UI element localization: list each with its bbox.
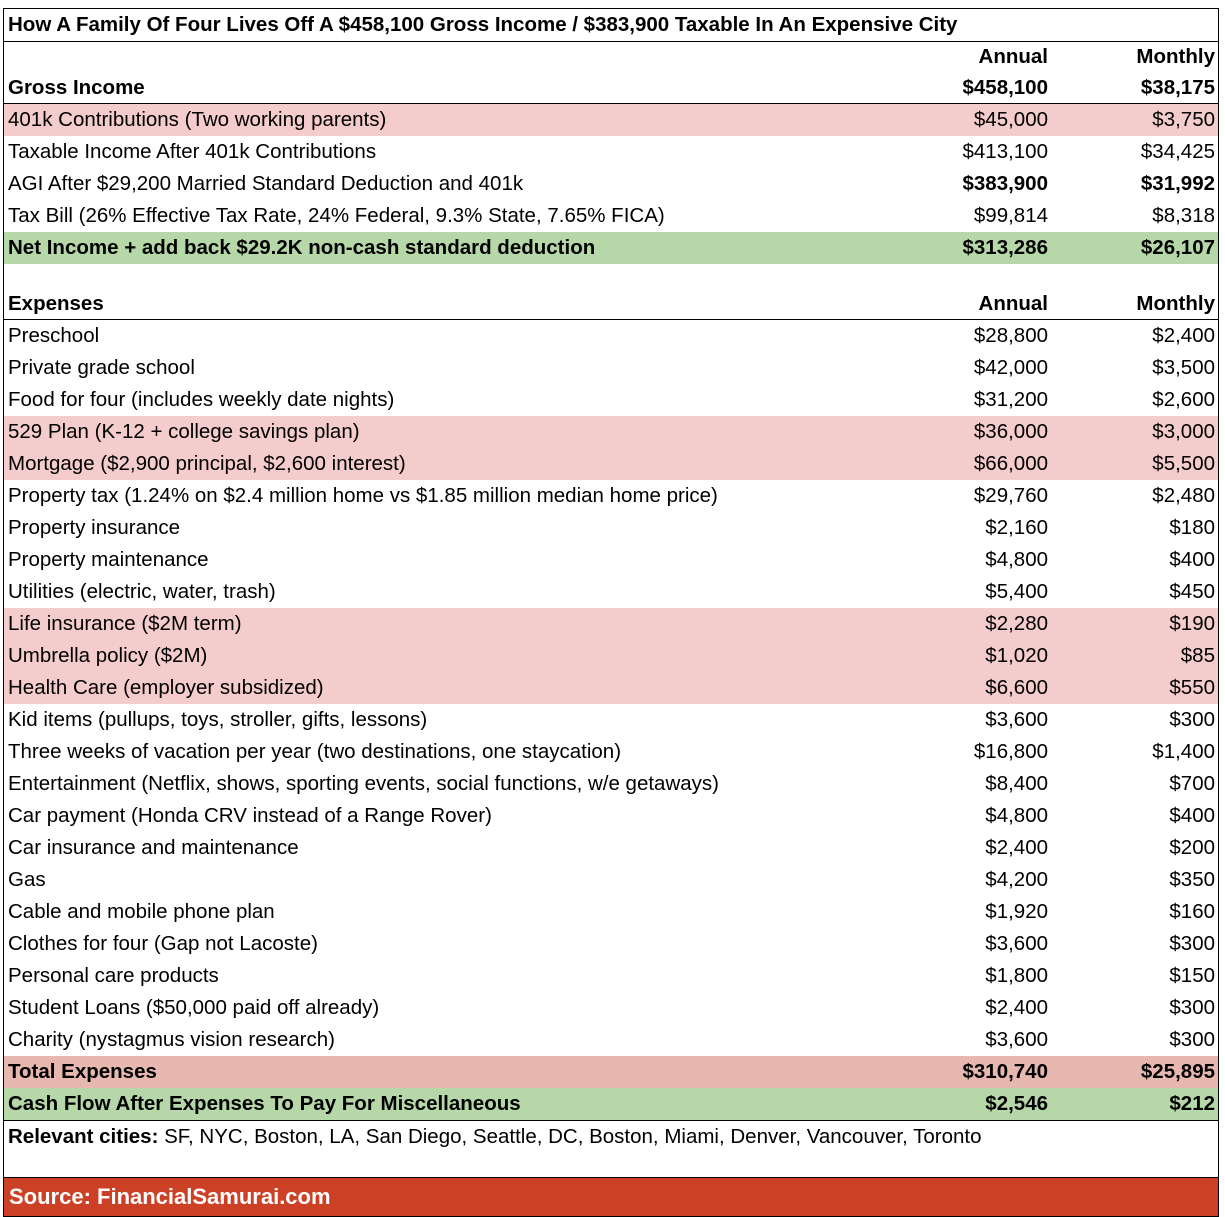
row-annual: $66,000: [973, 452, 1048, 475]
row-monthly: $550: [1169, 676, 1215, 699]
row-monthly: $34,425: [1140, 140, 1215, 163]
row-annual: $4,800: [985, 804, 1048, 827]
row-annual: $3,600: [985, 1028, 1048, 1051]
row-label: Gross Income: [8, 75, 145, 99]
row-label: Tax Bill (26% Effective Tax Rate, 24% Federal, 9.3% State, 7.65% FICA): [8, 204, 665, 227]
row-monthly: $160: [1169, 900, 1215, 923]
row-annual: $1,920: [985, 900, 1048, 923]
row-label: Cash Flow After Expenses To Pay For Miscellaneous: [8, 1092, 521, 1115]
row-annual: $383,900: [962, 172, 1048, 195]
row-label: Life insurance ($2M term): [8, 612, 242, 635]
row-annual: $4,800: [985, 548, 1048, 571]
row-label: Preschool: [8, 324, 100, 347]
row-monthly: $212: [1169, 1092, 1215, 1115]
spacer-row: [4, 264, 1218, 288]
expense-row: [4, 320, 1218, 352]
expense-row: [4, 384, 1218, 416]
income-row: [4, 104, 1218, 136]
row-annual: $2,160: [985, 516, 1048, 539]
expense-row: [4, 512, 1218, 544]
footer-spacer: [4, 1153, 1218, 1178]
row-label: Clothes for four (Gap not Lacoste): [8, 932, 318, 955]
row-label: Car insurance and maintenance: [8, 836, 299, 859]
row-monthly: $3,500: [1152, 356, 1215, 379]
row-label: Net Income + add back $29.2K non-cash standard deduction: [8, 236, 596, 259]
row-label: Umbrella policy ($2M): [8, 644, 208, 667]
row-annual: $99,814: [973, 204, 1048, 227]
income-row: [4, 136, 1218, 168]
row-label: Utilities (electric, water, trash): [8, 580, 276, 603]
row-annual: $36,000: [973, 420, 1048, 443]
row-annual: $2,400: [985, 996, 1048, 1019]
expense-rows: [4, 320, 1218, 1056]
income-row: [4, 200, 1218, 232]
gross-income-row: [4, 72, 1218, 104]
expense-row: [4, 736, 1218, 768]
row-monthly: $3,000: [1152, 420, 1215, 443]
row-monthly: $300: [1169, 708, 1215, 731]
income-monthly-header: Monthly: [1136, 45, 1215, 68]
expense-row: [4, 864, 1218, 896]
row-label: Total Expenses: [8, 1060, 157, 1083]
expense-row: [4, 576, 1218, 608]
row-monthly: $300: [1169, 932, 1215, 955]
row-label: Taxable Income After 401k Contributions: [8, 140, 377, 163]
row-label: Cable and mobile phone plan: [8, 900, 275, 923]
row-label: Food for four (includes weekly date nights): [8, 388, 395, 411]
row-annual: $3,600: [985, 708, 1048, 731]
row-label: Mortgage ($2,900 principal, $2,600 interest): [8, 452, 406, 475]
income-annual-header: Annual: [978, 45, 1048, 68]
relevant-cities-row: [4, 1121, 1218, 1153]
expense-row: [4, 480, 1218, 512]
row-monthly: $38,175: [1140, 75, 1215, 99]
expense-row: [4, 640, 1218, 672]
row-annual: $42,000: [973, 356, 1048, 379]
row-label: Student Loans ($50,000 paid off already): [8, 996, 380, 1019]
row-annual: $8,400: [985, 772, 1048, 795]
row-monthly: $150: [1169, 964, 1215, 987]
expense-row: [4, 992, 1218, 1024]
row-label: Health Care (employer subsidized): [8, 676, 324, 699]
source-bar: [4, 1178, 1218, 1216]
source-text: Source: FinancialSamurai.com: [9, 1184, 331, 1209]
row-label: Car payment (Honda CRV instead of a Range Rover): [8, 804, 492, 827]
row-annual: $313,286: [962, 236, 1048, 259]
row-monthly: $300: [1169, 1028, 1215, 1051]
expenses-header-row: [4, 288, 1218, 320]
row-monthly: $700: [1169, 772, 1215, 795]
row-monthly: $8,318: [1152, 204, 1215, 227]
relevant-cities-prefix: Relevant cities:: [8, 1125, 159, 1148]
row-annual: $2,546: [985, 1092, 1048, 1115]
expense-row: [4, 928, 1218, 960]
relevant-cities-list: SF, NYC, Boston, LA, San Diego, Seattle, DC, Boston, Miami, Denver, Vancouver, Toronto: [158, 1125, 982, 1148]
expense-row: [4, 800, 1218, 832]
expense-row: [4, 672, 1218, 704]
row-label: Private grade school: [8, 356, 195, 379]
row-label: Property insurance: [8, 516, 181, 539]
row-monthly: $200: [1169, 836, 1215, 859]
row-label: AGI After $29,200 Married Standard Deduction and 401k: [8, 172, 524, 195]
row-monthly: $5,500: [1152, 452, 1215, 475]
row-annual: $2,280: [985, 612, 1048, 635]
row-monthly: $3,750: [1152, 108, 1215, 131]
expense-row: [4, 896, 1218, 928]
expense-row: [4, 544, 1218, 576]
total-expenses-row: [4, 1056, 1218, 1088]
expenses-monthly-header: Monthly: [1136, 291, 1215, 315]
row-monthly: $400: [1169, 548, 1215, 571]
row-annual: $5,400: [985, 580, 1048, 603]
row-annual: $458,100: [962, 75, 1048, 99]
income-column-header-row: [4, 42, 1218, 72]
row-label: Gas: [8, 868, 46, 891]
relevant-cities-text: [8, 1121, 981, 1153]
row-monthly: $2,400: [1152, 324, 1215, 347]
table-title: How A Family Of Four Lives Off A $458,100 Gross Income / $383,900 Taxable In An Expensive City: [8, 13, 958, 36]
expense-row: [4, 608, 1218, 640]
row-monthly: $300: [1169, 996, 1215, 1019]
row-annual: $16,800: [973, 740, 1048, 763]
row-monthly: $400: [1169, 804, 1215, 827]
cash-flow-row: [4, 1088, 1218, 1121]
row-annual: $310,740: [962, 1060, 1048, 1083]
expense-row: [4, 704, 1218, 736]
row-monthly: $26,107: [1140, 236, 1215, 259]
row-annual: $28,800: [973, 324, 1048, 347]
row-annual: $29,760: [973, 484, 1048, 507]
row-monthly: $1,400: [1152, 740, 1215, 763]
income-row: [4, 168, 1218, 200]
expense-row: [4, 352, 1218, 384]
row-label: 529 Plan (K-12 + college savings plan): [8, 420, 360, 443]
row-annual: $31,200: [973, 388, 1048, 411]
row-monthly: $2,600: [1152, 388, 1215, 411]
net-income-row: [4, 232, 1218, 264]
row-monthly: $450: [1169, 580, 1215, 603]
row-monthly: $180: [1169, 516, 1215, 539]
row-label: 401k Contributions (Two working parents): [8, 108, 387, 131]
expense-row: [4, 768, 1218, 800]
row-label: Kid items (pullups, toys, stroller, gifts, lessons): [8, 708, 428, 731]
row-annual: $413,100: [962, 140, 1048, 163]
row-annual: $6,600: [985, 676, 1048, 699]
row-annual: $1,020: [985, 644, 1048, 667]
row-label: Property maintenance: [8, 548, 209, 571]
row-label: Personal care products: [8, 964, 219, 987]
budget-table: [3, 8, 1219, 1217]
expenses-annual-header: Annual: [978, 291, 1048, 315]
row-annual: $45,000: [973, 108, 1048, 131]
row-monthly: $85: [1180, 644, 1215, 667]
row-monthly: $2,480: [1152, 484, 1215, 507]
row-annual: $2,400: [985, 836, 1048, 859]
row-monthly: $25,895: [1140, 1060, 1215, 1083]
row-annual: $1,800: [985, 964, 1048, 987]
row-monthly: $31,992: [1140, 172, 1215, 195]
expense-row: [4, 960, 1218, 992]
row-monthly: $190: [1169, 612, 1215, 635]
row-label: Entertainment (Netflix, shows, sporting events, social functions, w/e getaways): [8, 772, 719, 795]
row-label: Property tax (1.24% on $2.4 million home vs $1.85 million median home price): [8, 484, 718, 507]
expense-row: [4, 448, 1218, 480]
expense-row: [4, 832, 1218, 864]
expense-row: [4, 1024, 1218, 1056]
row-label: Charity (nystagmus vision research): [8, 1028, 335, 1051]
row-label: Three weeks of vacation per year (two destinations, one staycation): [8, 740, 622, 763]
row-annual: $3,600: [985, 932, 1048, 955]
table-title-row: [4, 9, 1218, 42]
row-monthly: $350: [1169, 868, 1215, 891]
row-annual: $4,200: [985, 868, 1048, 891]
expenses-header-label: Expenses: [8, 291, 104, 315]
expense-row: [4, 416, 1218, 448]
